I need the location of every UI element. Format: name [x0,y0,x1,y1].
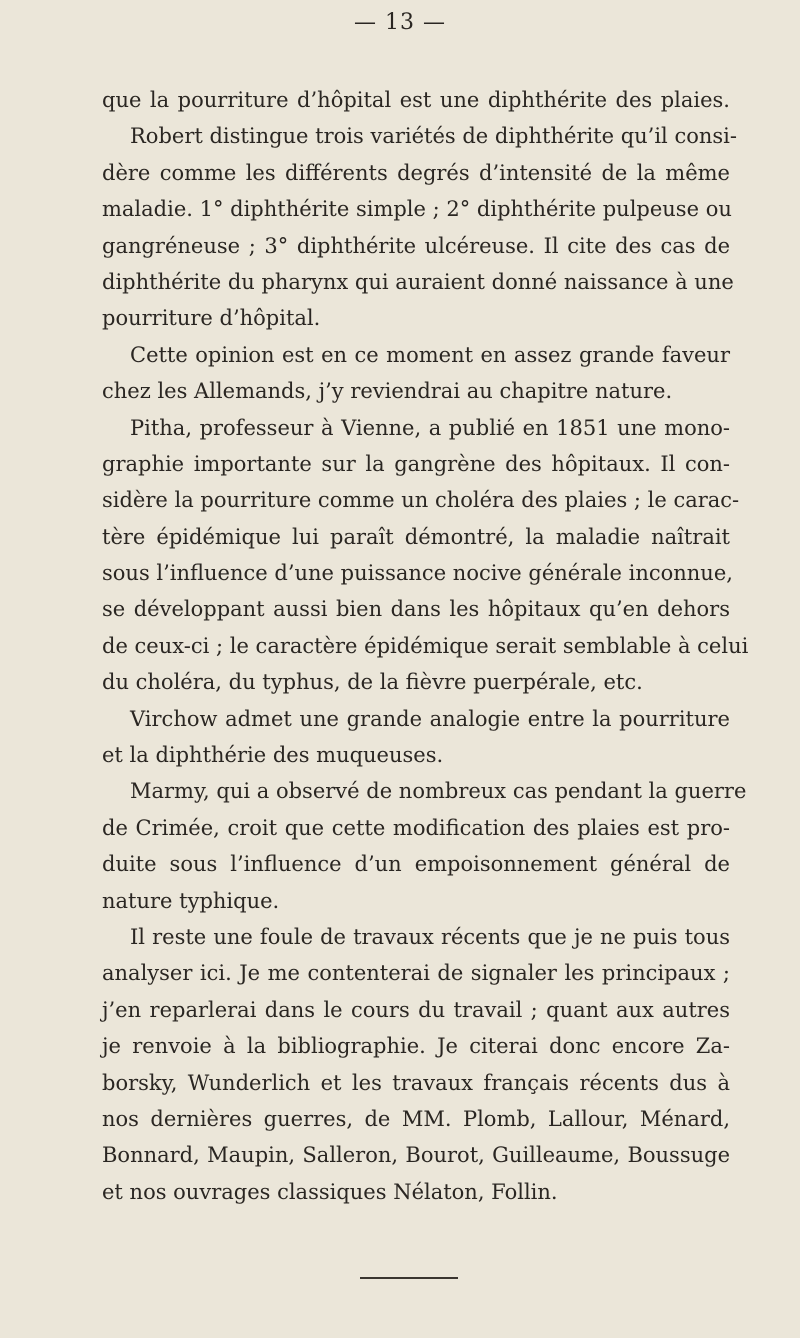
text-line: nature typhique. [102,888,280,913]
text-line: diphthérite du pharynx qui auraient donné naissance à une [102,269,734,294]
text-line: du choléra, du typhus, de la fièvre puerpérale, etc. [102,670,643,695]
text-line: j’en reparlerai dans le cours du travail ; quant aux autres [102,997,730,1022]
end-rule [360,1277,458,1279]
text-line: que la pourriture d’hôpital est une diphthérite des plaies. [102,88,730,112]
text-line: Bonnard, Maupin, Salleron, Bourot, Guilleaume, Boussuge [102,1143,730,1168]
text-line: borsky, Wunderlich et les travaux français récents dus à [102,1070,730,1095]
text-line: duite sous l’influence d’un empoisonnement général de [102,852,730,877]
text-line: se développant aussi bien dans les hôpitaux qu’en dehors [102,597,730,622]
text-line: chez les Allemands, j’y reviendrai au chapitre nature. [102,379,673,404]
text-line: graphie importante sur la gangrène des hôpitaux. Il con- [102,451,730,476]
text-line: analyser ici. Je me contenterai de signaler les principaux ; [102,961,730,986]
text-line: de ceux-ci ; le caractère épidémique serait semblable à celui [102,633,749,658]
text-line: et la diphthérie des muqueuses. [102,743,444,768]
text-line: Il reste une foule de travaux récents que je ne puis tous [130,924,730,949]
text-line: et nos ouvrages classiques Nélaton, Follin. [102,1179,558,1204]
text-line: sous l’influence d’une puissance nocive générale inconnue, [102,561,733,586]
text-line: nos dernières guerres, de MM. Plomb, Lallour, Ménard, [102,1106,730,1131]
text-line: Pitha, professeur à Vienne, a publié en 1851 une mono- [130,415,730,440]
text-line: Robert distingue trois variétés de diphthérite qu’il consi- [130,124,737,149]
text-line: maladie. 1° diphthérite simple ; 2° diphthérite pulpeuse ou [102,197,732,222]
page-number: — 13 — [354,10,446,35]
text-line: de Crimée, croit que cette modification des plaies est pro- [102,815,730,840]
text-line: Marmy, qui a observé de nombreux cas pendant la guerre [130,779,747,804]
text-line: Virchow admet une grande analogie entre la pourriture [130,706,730,731]
text-line: tère épidémique lui paraît démontré, la maladie naîtrait [102,524,730,549]
text-line: sidère la pourriture comme un choléra des plaies ; le carac- [102,488,740,513]
text-line: Cette opinion est en ce moment en assez grande faveur [130,342,730,367]
text-line: pourriture d’hôpital. [102,306,321,331]
text-line: je renvoie à la bibliographie. Je citerai donc encore Za- [102,1034,730,1059]
text-line: gangréneuse ; 3° diphthérite ulcéreuse. Il cite des cas de [102,233,730,258]
body-text [102,82,749,1210]
text-line: dère comme les différents degrés d’intensité de la même [102,160,730,185]
